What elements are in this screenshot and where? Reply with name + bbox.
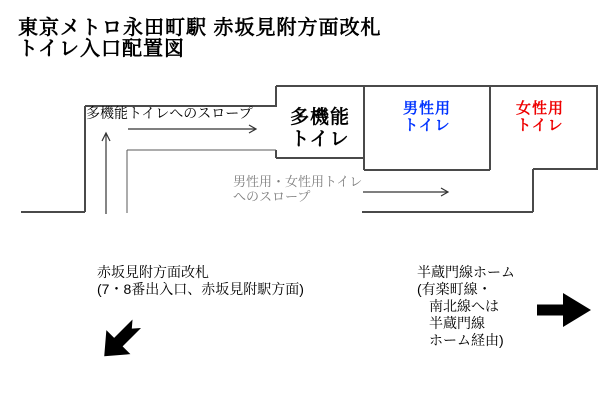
mw-slope-label-line1: 男性用・女性用トイレ <box>233 174 363 189</box>
gate-label-line1: 赤坂見附方面改札 <box>97 264 209 280</box>
multi-slope-label: 多機能トイレへのスロープ <box>86 105 253 121</box>
platform-label-line2: (有楽町線・ <box>417 281 492 297</box>
mw-slope-arrow-icon <box>363 188 448 196</box>
womens-room-label <box>484 100 596 134</box>
mens-room-label-line2: トイレ <box>403 117 451 134</box>
womens-room-label-line1: 女性用 <box>515 100 564 117</box>
platform-direction-arrow-icon <box>537 293 591 327</box>
page-title <box>18 18 382 60</box>
gate-direction-arrow-icon <box>92 312 149 369</box>
mens-room-label-line1: 男性用 <box>402 100 451 117</box>
gate-label-line2: (7・8番出入口、赤坂見附駅方面) <box>97 281 304 297</box>
mw-slope-label-line2: へのスロープ <box>233 189 311 204</box>
page-title-line2: トイレ入口配置図 <box>18 38 185 60</box>
platform-label-line3: 南北線へは <box>429 298 499 314</box>
page-title-line1: 東京メトロ永田町駅 赤坂見附方面改札 <box>18 17 382 39</box>
platform-label-line4: 半蔵門線 <box>429 315 485 331</box>
multi-room-label <box>276 107 364 151</box>
gate-label <box>97 264 304 298</box>
mw-slope-label <box>233 174 362 204</box>
platform-label-line1: 半蔵門線ホーム <box>417 264 515 280</box>
multi-room-label-line1: 多機能 <box>289 107 350 128</box>
up-slope-arrow-icon <box>102 133 110 214</box>
multi-slope-arrow-icon <box>128 125 256 133</box>
womens-room-label-line2: トイレ <box>516 117 564 134</box>
platform-label <box>417 264 515 349</box>
multi-room-label-line2: トイレ <box>290 129 350 150</box>
platform-label-line5: ホーム経由) <box>429 332 504 348</box>
mens-room-label <box>364 100 490 134</box>
